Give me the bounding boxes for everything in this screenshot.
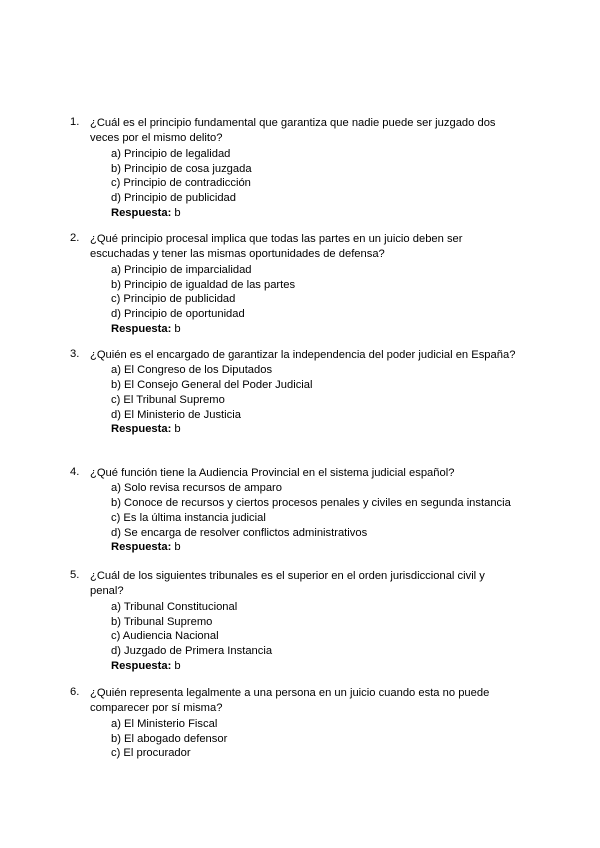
answer-value: b [174,541,181,554]
option-a: a) Principio de imparcialidad [111,263,252,276]
answer-value: b [174,423,181,436]
option-d: d) El Ministerio de Justicia [111,408,241,421]
answer-label: Respuesta: [111,541,172,554]
question-6 [70,686,520,761]
question-1 [70,116,520,220]
question-number: 1. [70,116,80,128]
question-number: 3. [70,348,80,360]
answer-label: Respuesta: [111,206,172,219]
option-c: c) El Tribunal Supremo [111,393,225,406]
option-d: d) Principio de oportunidad [111,307,245,320]
options-list [90,717,520,761]
answer-line [111,659,520,674]
question-text: ¿Qué función tiene la Audiencia Provincial en el sistema judicial español? [90,467,455,479]
option-a: a) El Congreso de los Diputados [111,364,273,377]
options-list [90,263,520,337]
option-b: b) Tribunal Supremo [111,615,213,628]
option-d: d) Juzgado de Primera Instancia [111,644,273,657]
option-a: a) Solo revisa recursos de amparo [111,482,282,495]
question-text: ¿Cuál es el principio fundamental que garantiza que nadie puede ser juzgado dos veces por el mismo delito? [90,117,496,145]
options-list [90,147,520,221]
answer-line [111,422,520,437]
option-a: a) Tribunal Constitucional [111,600,238,613]
question-number: 5. [70,569,80,581]
question-number: 6. [70,686,80,698]
option-b: b) Principio de cosa juzgada [111,162,252,175]
option-c: c) Principio de contradicción [111,177,251,190]
options-list [90,481,520,555]
question-text: ¿Qué principio procesal implica que todas las partes en un juicio deben ser escuchadas y tener las mismas oportunidades de defensa? [90,233,463,261]
option-b: b) El abogado defensor [111,732,228,745]
answer-value: b [174,659,181,672]
option-d: d) Se encarga de resolver conflictos administrativos [111,526,368,539]
answer-label: Respuesta: [111,423,172,436]
answer-value: b [174,206,181,219]
question-3 [70,348,520,437]
question-2 [70,232,520,336]
question-number: 4. [70,466,80,478]
question-text: ¿Cuál de los siguientes tribunales es el superior en el orden jurisdiccional civil y penal? [90,570,485,598]
option-a: a) El Ministerio Fiscal [111,717,218,730]
answer-label: Respuesta: [111,659,172,672]
answer-line [111,322,520,337]
answer-value: b [174,322,181,335]
question-text: ¿Quién es el encargado de garantizar la independencia del poder judicial en España? [90,349,516,361]
question-number: 2. [70,232,80,244]
answer-line [111,540,520,555]
option-c: c) Es la última instancia judicial [111,511,266,524]
option-b: b) Conoce de recursos y ciertos procesos penales y civiles en segunda instancia [111,497,511,510]
option-b: b) Principio de igualdad de las partes [111,278,296,291]
option-b: b) El Consejo General del Poder Judicial [111,379,313,392]
option-c: c) El procurador [111,747,191,760]
question-4 [70,466,520,555]
answer-label: Respuesta: [111,322,172,335]
question-text: ¿Quién representa legalmente a una persona en un juicio cuando esta no puede comparecer por sí misma? [90,687,490,715]
question-5 [70,569,520,673]
option-c: c) Principio de publicidad [111,293,236,306]
option-d: d) Principio de publicidad [111,191,237,204]
answer-line [111,206,520,221]
option-a: a) Principio de legalidad [111,147,231,160]
option-c: c) Audiencia Nacional [111,630,219,643]
options-list [90,600,520,674]
options-list [90,363,520,437]
